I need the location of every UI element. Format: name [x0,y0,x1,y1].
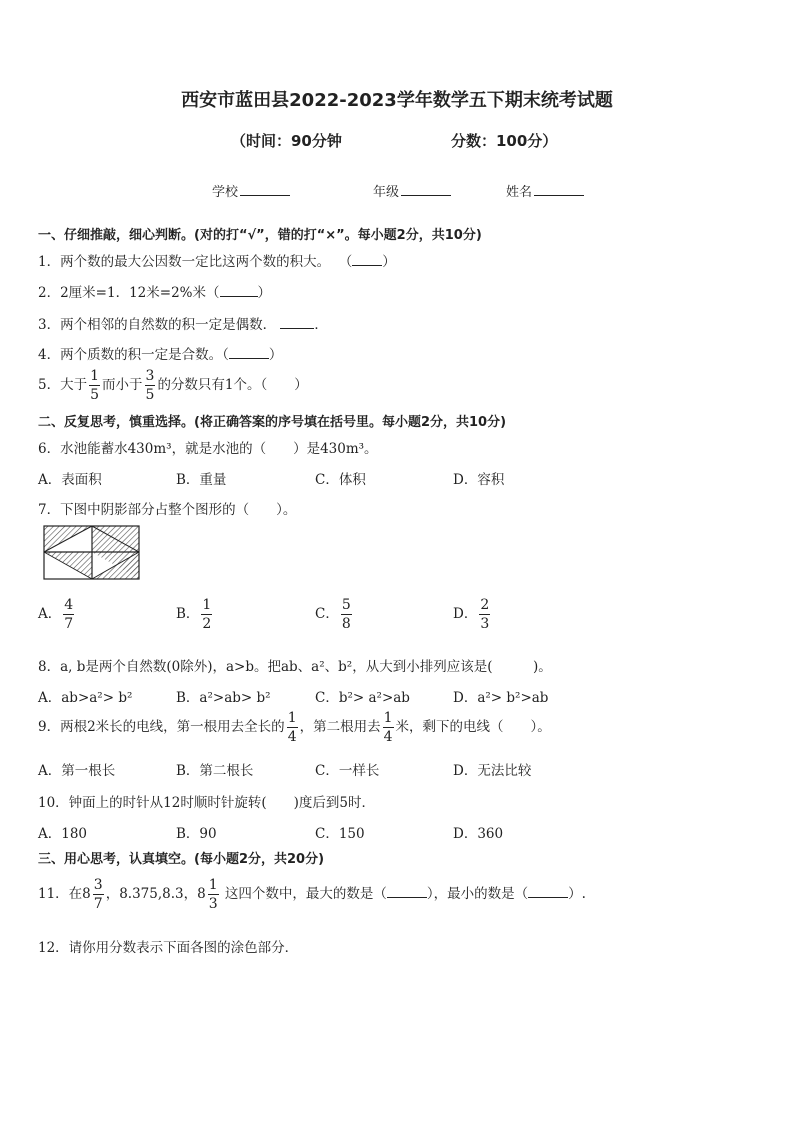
option-label: D． [453,606,478,622]
q8-option-d[interactable]: D．a²> b²>ab [453,690,549,706]
field-grade-blank[interactable] [401,182,451,196]
question-2 [38,281,271,301]
q10-option-c[interactable]: C．150 [315,826,365,842]
fraction-denominator: 2 [202,616,212,632]
fraction-denominator: 7 [64,616,74,632]
fraction-denominator: 4 [383,729,393,745]
fraction-numerator: 1 [287,710,297,726]
field-school [212,181,290,200]
question-3 [38,313,328,333]
fraction [479,598,490,631]
option-label: C． [315,606,339,622]
fraction-denominator: 8 [341,616,351,632]
field-name [506,181,584,200]
question-4-text: 4．两个质数的积一定是合数。（ [38,347,229,363]
fraction-denominator: 7 [93,896,103,912]
question-7: 7．下图中阴影部分占整个图形的（ ）。 [38,502,297,518]
question-9-text-a: 9．两根2米长的电线，第一根用去全长的 [38,719,285,735]
q8-option-c[interactable]: C．b²> a²>ab [315,690,410,706]
fraction-denominator: 4 [287,729,297,745]
question-9-text-b: ，第二根用去 [299,719,381,735]
fraction-numerator: 4 [64,597,74,613]
q9-option-d[interactable]: D．无法比较 [453,763,532,779]
fraction [89,369,100,402]
question-9 [38,711,551,744]
question-6: 6．水池能蓄水430m³，就是水池的（ ）是430m³。 [38,441,378,457]
question-5-text-a: 5．大于 [38,377,88,393]
question-8: 8．a, b是两个自然数(0除外)，a>b。把ab、a²、b²，从大到小排列应该是( )。 [38,659,552,675]
question-11-text-a: 11．在8 [38,886,91,902]
field-school-blank[interactable] [240,182,290,196]
fraction-denominator: 3 [208,896,218,912]
fraction-numerator: 1 [383,710,393,726]
fraction-numerator: 3 [93,877,103,893]
question-1-paren-open: （ [338,254,353,270]
fraction-denominator: 5 [145,387,155,403]
q6-option-c[interactable]: C．体积 [315,472,366,488]
exam-title: 西安市蓝田县2022-2023学年数学五下期末统考试题 [181,90,613,111]
question-11-text-d: ），最小的数是（ [426,886,529,902]
q10-option-b[interactable]: B．90 [176,826,217,842]
q7-option-a[interactable] [38,598,76,631]
fraction [208,878,219,911]
q10-option-d[interactable]: D．360 [453,826,504,842]
q6-option-d[interactable]: D．容积 [453,472,505,488]
question-11-text-e: ）. [568,886,586,902]
fraction-numerator: 2 [480,597,490,613]
question-3-blank[interactable] [280,316,314,329]
question-3-end: ． [314,317,328,333]
question-1-paren-close: ） [382,254,396,270]
question-10: 10．钟面上的时针从12时顺时针旋转( )度后到5时． [38,795,375,811]
question-3-text: 3．两个相邻的自然数的积一定是偶数． [38,317,277,333]
q6-option-b[interactable]: B．重量 [176,472,227,488]
question-4-blank[interactable] [229,346,269,359]
fraction-numerator: 1 [208,877,218,893]
field-school-label: 学校 [212,185,239,200]
field-grade-label: 年级 [373,185,400,200]
fraction [93,878,104,911]
q6-option-a[interactable]: A．表面积 [38,472,102,488]
q7-option-c[interactable] [315,598,354,631]
q7-shaded-figure [43,525,141,581]
fraction-numerator: 5 [341,597,351,613]
field-name-blank[interactable] [534,182,584,196]
question-11-blank-min[interactable] [528,885,568,898]
question-1 [38,250,396,270]
question-2-close: ） [257,285,271,301]
fraction [383,711,394,744]
q8-option-b[interactable]: B．a²>ab> b² [176,690,271,706]
question-11-blank-max[interactable] [387,885,427,898]
fraction [201,598,212,631]
exam-time: （时间：90分钟 [231,132,342,150]
question-2-blank[interactable] [220,284,258,297]
q10-option-a[interactable]: A．180 [38,826,88,842]
question-5 [38,369,308,402]
fraction-denominator: 3 [480,616,490,632]
question-9-text-c: 米，剩下的电线（ ）。 [395,719,551,735]
question-4-close: ） [268,347,283,363]
field-grade [373,181,451,200]
question-11-text-b: ，8.375,8.3，8 [105,886,206,902]
fraction [145,369,156,402]
fraction [63,598,74,631]
fraction [341,598,352,631]
field-name-label: 姓名 [506,185,533,200]
q9-option-a[interactable]: A．第一根长 [38,763,116,779]
question-12: 12．请你用分数表示下面各图的涂色部分． [38,940,299,956]
question-1-text: 1．两个数的最大公因数一定比这两个数的积大。 [38,254,331,270]
option-label: A． [38,606,62,622]
q7-option-d[interactable] [453,598,492,631]
question-1-blank[interactable] [352,253,382,266]
exam-score: 分数：100分） [451,132,558,150]
section-1-heading: 一、仔细推敲，细心判断。(对的打“√”，错的打“×”。每小题2分，共10分) [38,228,482,243]
fraction-numerator: 1 [90,368,100,384]
fraction [287,711,298,744]
fraction-numerator: 3 [145,368,155,384]
question-11-text-c: 这四个数中，最大的数是（ [224,886,387,902]
section-2-heading: 二、反复思考，慎重选择。(将正确答案的序号填在括号里。每小题2分，共10分) [38,415,507,430]
option-label: B． [176,606,200,622]
q7-option-b[interactable] [176,598,214,631]
q8-option-a[interactable]: A．ab>a²> b² [38,690,133,706]
question-4 [38,343,282,363]
fraction-denominator: 5 [90,387,100,403]
question-5-text-c: 的分数只有1个。（ ） [157,377,308,393]
question-11 [38,878,586,911]
fraction-numerator: 1 [202,597,212,613]
question-2-text: 2．2厘米=1．12米=2%米（ [38,285,220,301]
q9-option-b[interactable]: B．第二根长 [176,763,254,779]
question-5-text-b: 而小于 [102,377,143,393]
section-3-heading: 三、用心思考，认真填空。(每小题2分，共20分) [38,852,325,867]
q9-option-c[interactable]: C．一样长 [315,763,380,779]
